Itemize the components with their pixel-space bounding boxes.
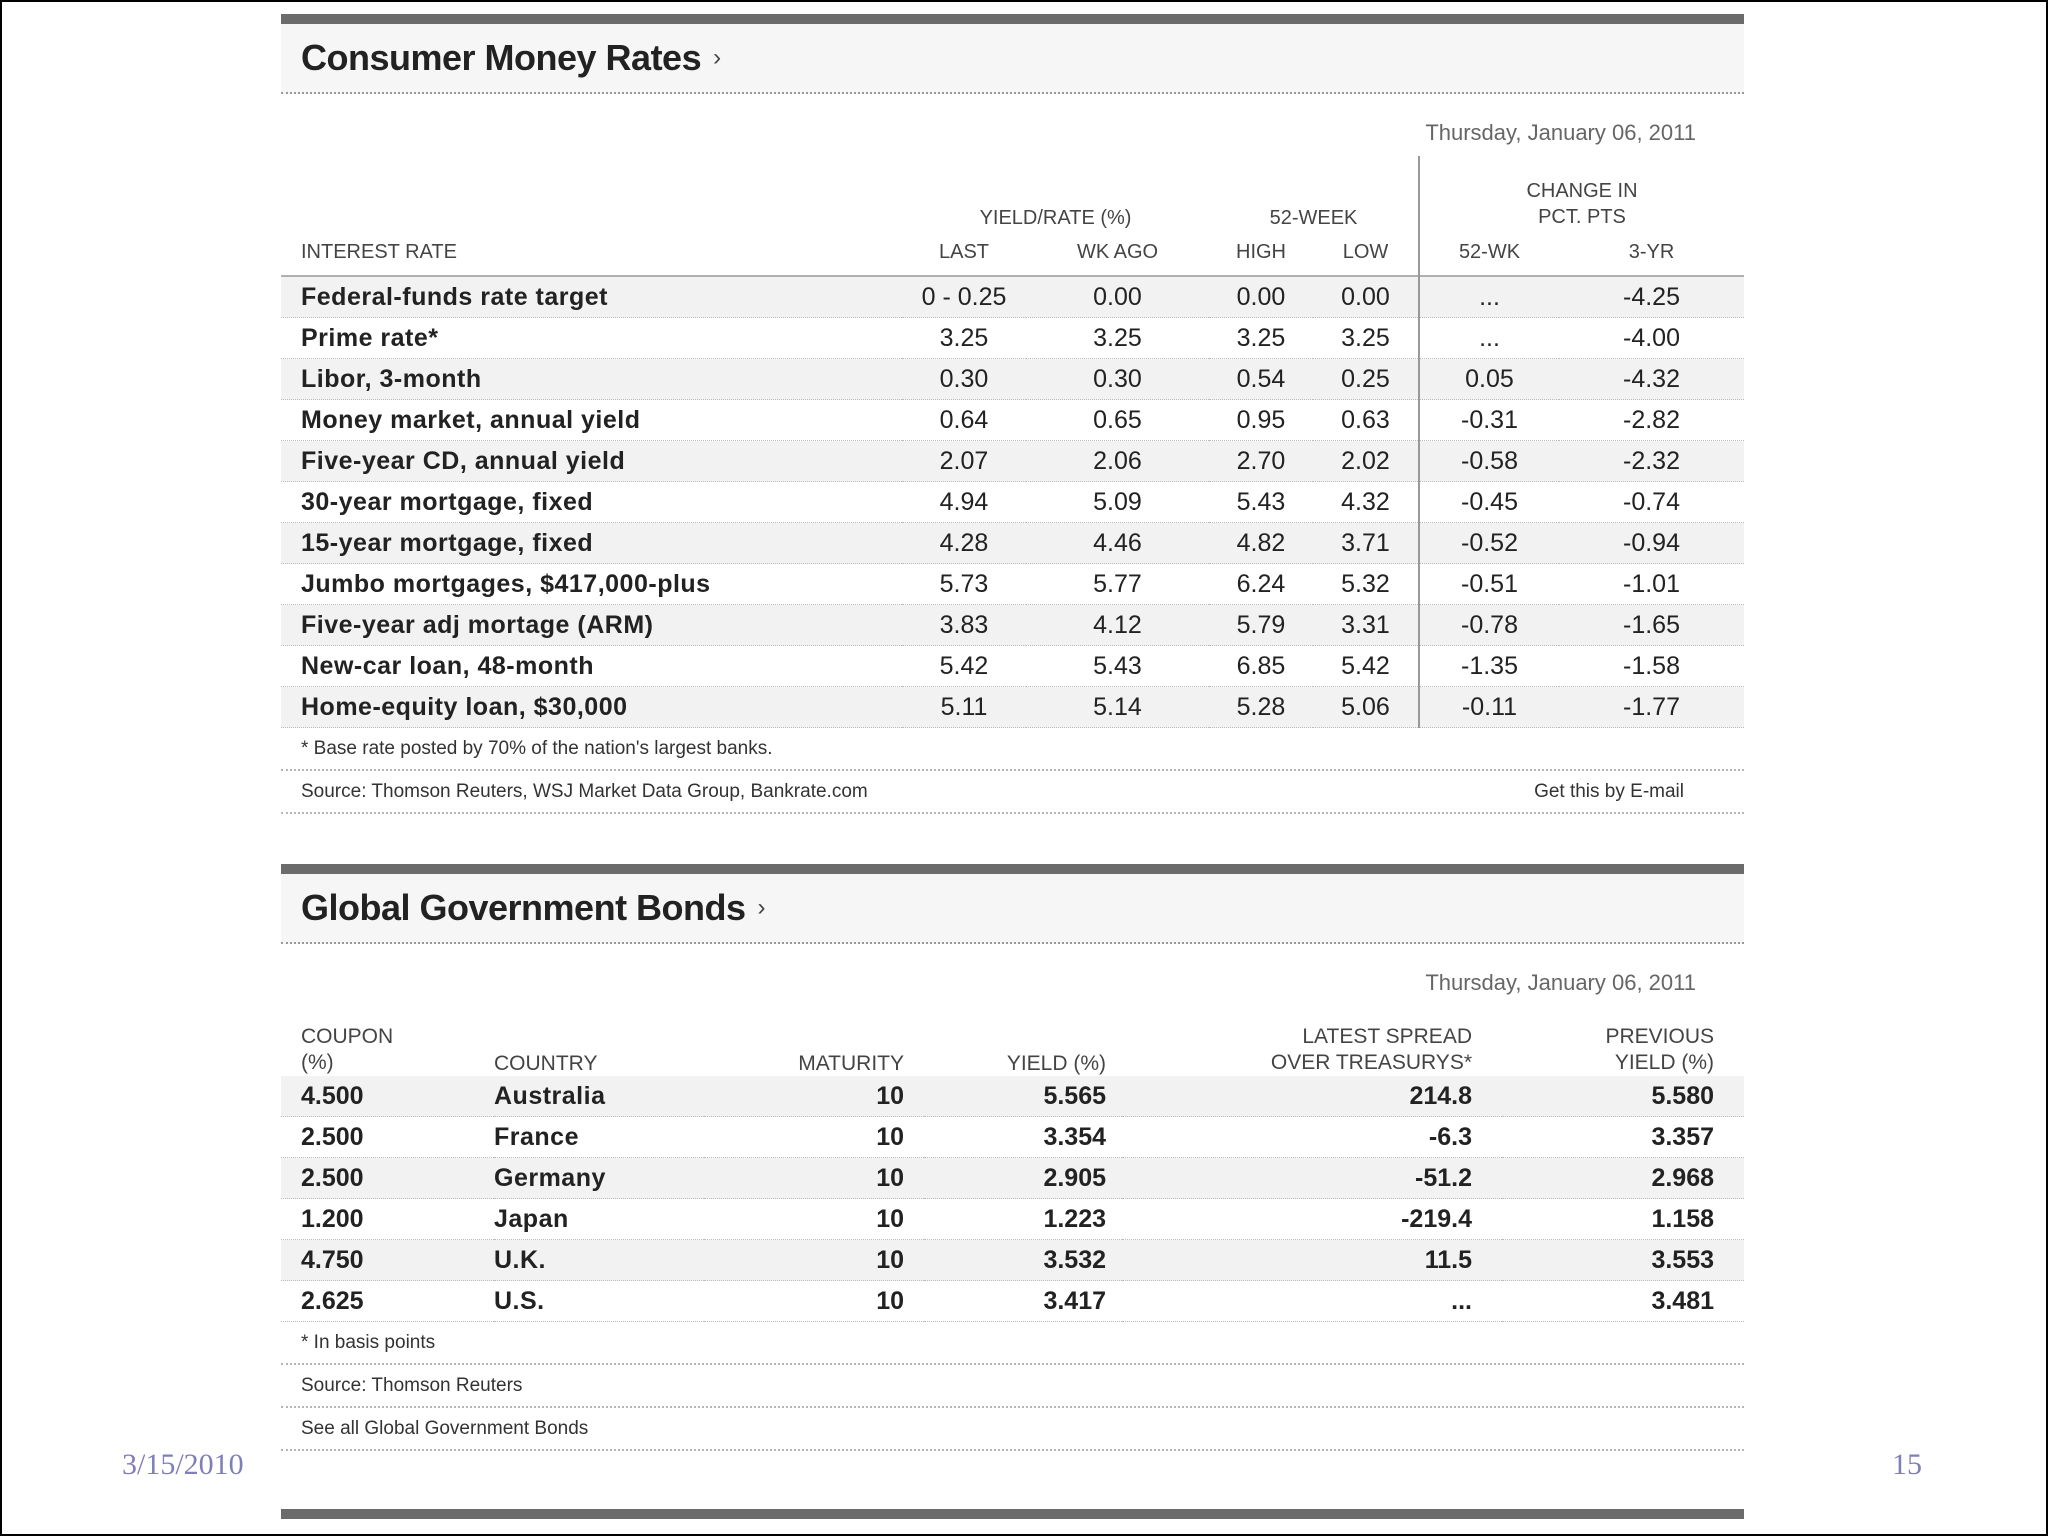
rate-change-52wk: -0.52 — [1419, 523, 1559, 564]
rate-last: 2.07 — [902, 441, 1026, 482]
rate-last: 0.30 — [902, 359, 1026, 400]
bond-spread: -51.2 — [1122, 1158, 1502, 1199]
panel-title[interactable]: Consumer Money Rates — [301, 37, 702, 78]
rate-name: 15-year mortgage, fixed — [281, 523, 902, 564]
rate-wk-ago: 2.06 — [1026, 441, 1209, 482]
rate-last: 4.28 — [902, 523, 1026, 564]
change-header-line1: CHANGE IN — [1526, 180, 1638, 202]
panel-header — [281, 874, 1744, 944]
col-header-wk-ago: WK AGO — [1076, 241, 1159, 263]
chevron-right-icon[interactable]: › — [757, 894, 766, 921]
col-header-country: COUNTRY — [494, 1052, 598, 1075]
rate-change-52wk: -0.45 — [1419, 482, 1559, 523]
rate-row — [281, 605, 1744, 646]
col-header-interest-rate: INTEREST RATE — [301, 241, 457, 263]
bonds-table — [281, 1016, 1744, 1322]
panel-title[interactable]: Global Government Bonds — [301, 887, 746, 928]
col-header-yield: YIELD (%) — [1006, 1052, 1106, 1075]
see-all-bonds-link[interactable]: See all Global Government Bonds — [281, 1408, 1744, 1451]
bond-yield: 3.354 — [924, 1117, 1122, 1158]
rate-change-52wk: ... — [1419, 318, 1559, 359]
rate-change-52wk: -1.35 — [1419, 646, 1559, 687]
rate-high: 5.79 — [1209, 605, 1313, 646]
rate-low: 2.02 — [1313, 441, 1419, 482]
rate-last: 0 - 0.25 — [902, 276, 1026, 318]
rate-change-3yr: -1.65 — [1559, 605, 1744, 646]
bond-maturity: 10 — [704, 1240, 924, 1281]
change-header-line2: PCT. PTS — [1538, 206, 1626, 228]
rate-change-3yr: -0.74 — [1559, 482, 1744, 523]
rate-row — [281, 687, 1744, 728]
bond-yield: 1.223 — [924, 1199, 1122, 1240]
group-header-52week: 52-WEEK — [1269, 207, 1358, 229]
bond-coupon: 4.750 — [281, 1240, 494, 1281]
bond-yield: 3.532 — [924, 1240, 1122, 1281]
col-header-last: LAST — [938, 241, 990, 263]
rate-row — [281, 482, 1744, 523]
bond-coupon: 2.500 — [281, 1158, 494, 1199]
rate-high: 6.85 — [1209, 646, 1313, 687]
group-header-change — [1419, 156, 1744, 230]
col-header-3yr: 3-YR — [1628, 241, 1675, 263]
col-header-high: HIGH — [1236, 241, 1286, 263]
rate-name: Money market, annual yield — [281, 400, 902, 441]
bond-row — [281, 1199, 1744, 1240]
bond-yield: 3.417 — [924, 1281, 1122, 1322]
rates-footnote: * Base rate posted by 70% of the nation's largest banks. — [281, 728, 1744, 771]
rate-change-3yr: -1.58 — [1559, 646, 1744, 687]
rate-last: 3.25 — [902, 318, 1026, 359]
col-header-previous-yield — [1502, 1016, 1744, 1076]
bond-spread: -219.4 — [1122, 1199, 1502, 1240]
rate-high: 0.00 — [1209, 276, 1313, 318]
rate-change-52wk: ... — [1419, 276, 1559, 318]
rates-table — [281, 156, 1744, 728]
bond-spread: 214.8 — [1122, 1076, 1502, 1117]
bond-country: Australia — [494, 1076, 704, 1117]
rate-low: 0.00 — [1313, 276, 1419, 318]
bond-row — [281, 1117, 1744, 1158]
bond-country: U.S. — [494, 1281, 704, 1322]
rate-high: 5.43 — [1209, 482, 1313, 523]
bond-row — [281, 1158, 1744, 1199]
rate-last: 0.64 — [902, 400, 1026, 441]
rate-change-3yr: -1.01 — [1559, 564, 1744, 605]
rate-name: 30-year mortgage, fixed — [281, 482, 902, 523]
rate-low: 4.32 — [1313, 482, 1419, 523]
rate-change-3yr: -0.94 — [1559, 523, 1744, 564]
bond-country: France — [494, 1117, 704, 1158]
rate-row — [281, 646, 1744, 687]
col-header-maturity: MATURITY — [798, 1052, 904, 1075]
rate-wk-ago: 5.14 — [1026, 687, 1209, 728]
col-header-spread — [1122, 1016, 1502, 1076]
bond-previous-yield: 5.580 — [1502, 1076, 1744, 1117]
col-header-coupon — [281, 1016, 494, 1076]
rate-change-3yr: -2.32 — [1559, 441, 1744, 482]
bond-maturity: 10 — [704, 1281, 924, 1322]
rate-high: 4.82 — [1209, 523, 1313, 564]
rate-wk-ago: 5.43 — [1026, 646, 1209, 687]
rate-low: 3.31 — [1313, 605, 1419, 646]
rate-row — [281, 564, 1744, 605]
panel-top-bar — [281, 14, 1744, 24]
rate-wk-ago: 0.30 — [1026, 359, 1209, 400]
rate-last: 5.42 — [902, 646, 1026, 687]
bond-maturity: 10 — [704, 1199, 924, 1240]
rate-low: 0.63 — [1313, 400, 1419, 441]
bond-maturity: 10 — [704, 1117, 924, 1158]
bonds-footnote: * In basis points — [281, 1322, 1744, 1365]
rate-name: Jumbo mortgages, $417,000-plus — [281, 564, 902, 605]
rate-low: 3.71 — [1313, 523, 1419, 564]
rate-change-52wk: -0.11 — [1419, 687, 1559, 728]
bond-maturity: 10 — [704, 1076, 924, 1117]
panel-header — [281, 24, 1744, 94]
prev-header-line2: YIELD (%) — [1614, 1051, 1714, 1074]
rate-name: New-car loan, 48-month — [281, 646, 902, 687]
table-date: Thursday, January 06, 2011 — [1425, 120, 1696, 145]
panel-top-bar — [281, 864, 1744, 874]
rate-change-3yr: -2.82 — [1559, 400, 1744, 441]
bond-coupon: 4.500 — [281, 1076, 494, 1117]
prev-header-line1: PREVIOUS — [1605, 1025, 1714, 1048]
rate-last: 5.73 — [902, 564, 1026, 605]
rate-low: 0.25 — [1313, 359, 1419, 400]
rate-change-52wk: -0.78 — [1419, 605, 1559, 646]
rate-change-52wk: -0.58 — [1419, 441, 1559, 482]
rate-low: 5.06 — [1313, 687, 1419, 728]
bond-maturity: 10 — [704, 1158, 924, 1199]
coupon-header-line1: COUPON — [301, 1025, 394, 1048]
rates-source-row — [281, 771, 1744, 814]
rate-high: 3.25 — [1209, 318, 1313, 359]
bond-row — [281, 1240, 1744, 1281]
rate-change-52wk: -0.51 — [1419, 564, 1559, 605]
rate-wk-ago: 5.09 — [1026, 482, 1209, 523]
rate-row — [281, 400, 1744, 441]
rate-name: Home-equity loan, $30,000 — [281, 687, 902, 728]
rate-row — [281, 441, 1744, 482]
rate-wk-ago: 5.77 — [1026, 564, 1209, 605]
panel-bottom-bar — [281, 1509, 1744, 1519]
group-header-yield: YIELD/RATE (%) — [979, 207, 1132, 229]
bonds-source: Source: Thomson Reuters — [281, 1365, 1744, 1408]
bond-country: U.K. — [494, 1240, 704, 1281]
rate-low: 5.32 — [1313, 564, 1419, 605]
bond-yield: 2.905 — [924, 1158, 1122, 1199]
rate-high: 0.95 — [1209, 400, 1313, 441]
rate-high: 0.54 — [1209, 359, 1313, 400]
bond-previous-yield: 3.357 — [1502, 1117, 1744, 1158]
bond-spread: ... — [1122, 1281, 1502, 1322]
spread-header-line2: OVER TREASURYS* — [1270, 1051, 1472, 1074]
coupon-header-line2: (%) — [301, 1051, 334, 1074]
rate-name: Five-year CD, annual yield — [281, 441, 902, 482]
consumer-money-rates-panel — [281, 14, 1744, 814]
bond-row — [281, 1076, 1744, 1117]
bond-coupon: 2.625 — [281, 1281, 494, 1322]
bond-yield: 5.565 — [924, 1076, 1122, 1117]
table-date: Thursday, January 06, 2011 — [1425, 970, 1696, 995]
rate-last: 3.83 — [902, 605, 1026, 646]
bond-coupon: 1.200 — [281, 1199, 494, 1240]
bond-previous-yield: 1.158 — [1502, 1199, 1744, 1240]
rate-wk-ago: 4.12 — [1026, 605, 1209, 646]
bond-spread: 11.5 — [1122, 1240, 1502, 1281]
rate-name: Federal-funds rate target — [281, 276, 902, 318]
spread-header-line1: LATEST SPREAD — [1302, 1025, 1472, 1048]
bond-spread: -6.3 — [1122, 1117, 1502, 1158]
rate-change-3yr: -1.77 — [1559, 687, 1744, 728]
rate-row — [281, 523, 1744, 564]
col-header-low: LOW — [1342, 241, 1389, 263]
rate-row — [281, 318, 1744, 359]
bond-previous-yield: 3.553 — [1502, 1240, 1744, 1281]
col-header-52wk: 52-WK — [1419, 230, 1559, 276]
rate-name: Libor, 3-month — [281, 359, 902, 400]
rate-high: 2.70 — [1209, 441, 1313, 482]
slide-page-number: 15 — [1892, 1448, 1922, 1481]
rate-change-52wk: 0.05 — [1419, 359, 1559, 400]
rate-wk-ago: 4.46 — [1026, 523, 1209, 564]
chevron-right-icon[interactable]: › — [713, 44, 722, 71]
bond-previous-yield: 2.968 — [1502, 1158, 1744, 1199]
rate-last: 5.11 — [902, 687, 1026, 728]
bond-country: Germany — [494, 1158, 704, 1199]
bond-row — [281, 1281, 1744, 1322]
rate-high: 5.28 — [1209, 687, 1313, 728]
bond-previous-yield: 3.481 — [1502, 1281, 1744, 1322]
rate-wk-ago: 3.25 — [1026, 318, 1209, 359]
rates-source: Source: Thomson Reuters, WSJ Market Data Group, Bankrate.com — [301, 780, 868, 802]
email-link[interactable]: Get this by E-mail — [1534, 780, 1684, 802]
rate-change-52wk: -0.31 — [1419, 400, 1559, 441]
bond-coupon: 2.500 — [281, 1117, 494, 1158]
rate-name: Five-year adj mortage (ARM) — [281, 605, 902, 646]
rate-name: Prime rate* — [281, 318, 902, 359]
global-bonds-panel — [281, 864, 1744, 1519]
rate-low: 3.25 — [1313, 318, 1419, 359]
rate-change-3yr: -4.25 — [1559, 276, 1744, 318]
rate-last: 4.94 — [902, 482, 1026, 523]
rate-low: 5.42 — [1313, 646, 1419, 687]
rate-change-3yr: -4.32 — [1559, 359, 1744, 400]
rate-row — [281, 276, 1744, 318]
rate-wk-ago: 0.65 — [1026, 400, 1209, 441]
slide-footer-date: 3/15/2010 — [122, 1448, 244, 1481]
rate-row — [281, 359, 1744, 400]
rate-wk-ago: 0.00 — [1026, 276, 1209, 318]
bond-country: Japan — [494, 1199, 704, 1240]
rate-change-3yr: -4.00 — [1559, 318, 1744, 359]
rate-high: 6.24 — [1209, 564, 1313, 605]
